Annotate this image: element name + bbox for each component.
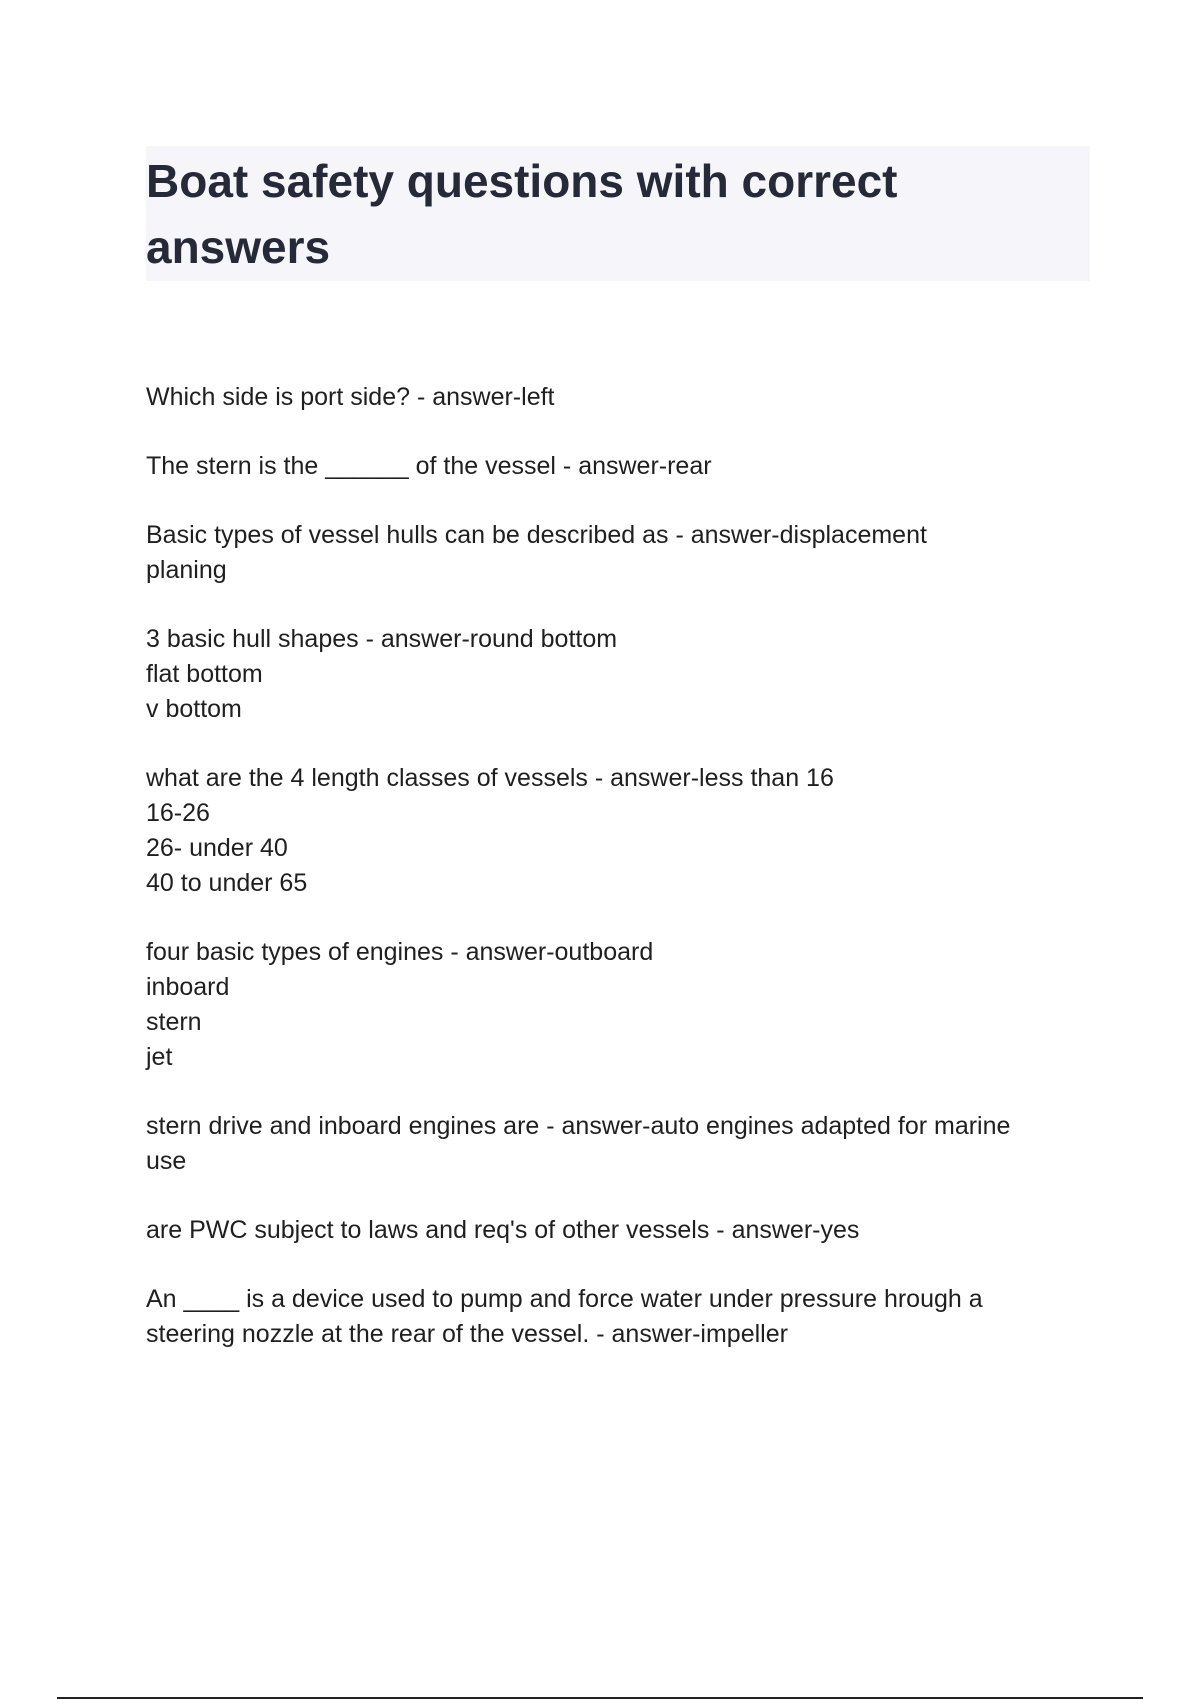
qa-line: 40 to under 65 <box>146 869 308 897</box>
qa-line: inboard <box>146 973 230 1001</box>
qa-line: 26- under 40 <box>146 834 288 862</box>
qa-item-engine-types <box>146 935 1090 1075</box>
qa-item-stern <box>146 449 1090 484</box>
qa-item-hull-shapes <box>146 622 1090 727</box>
qa-line: steering nozzle at the rear of the vessel. - answer-impeller <box>146 1320 788 1348</box>
qa-list <box>146 380 1090 1386</box>
qa-line: planing <box>146 556 227 584</box>
qa-line: The stern is the ______ of the vessel - answer-rear <box>146 452 712 480</box>
qa-line: what are the 4 length classes of vessels - answer-less than 16 <box>146 764 834 792</box>
qa-line: v bottom <box>146 695 242 723</box>
qa-line: An ____ is a device used to pump and force water under pressure hrough a <box>146 1285 983 1313</box>
qa-line: four basic types of engines - answer-outboard <box>146 938 654 966</box>
qa-line: 16-26 <box>146 799 210 827</box>
qa-line: jet <box>146 1043 173 1071</box>
qa-item-port-side <box>146 380 1090 415</box>
qa-item-impeller <box>146 1282 1090 1352</box>
qa-item-stern-drive <box>146 1109 1090 1179</box>
qa-line: 3 basic hull shapes - answer-round bottom <box>146 625 618 653</box>
qa-line: use <box>146 1147 187 1175</box>
document-title: Boat safety questions with correct answers <box>146 155 898 273</box>
qa-item-hull-types <box>146 518 1090 588</box>
qa-line: flat bottom <box>146 660 263 688</box>
title-block <box>146 146 1090 281</box>
qa-line: Basic types of vessel hulls can be described as - answer-displacement <box>146 521 927 549</box>
qa-item-length-classes <box>146 761 1090 901</box>
qa-line: stern drive and inboard engines are - answer-auto engines adapted for marine <box>146 1112 1011 1140</box>
qa-line: Which side is port side? - answer-left <box>146 383 555 411</box>
qa-line: stern <box>146 1008 202 1036</box>
qa-line: are PWC subject to laws and req's of other vessels - answer-yes <box>146 1216 860 1244</box>
footer-divider <box>57 1697 1143 1699</box>
qa-item-pwc <box>146 1213 1090 1248</box>
